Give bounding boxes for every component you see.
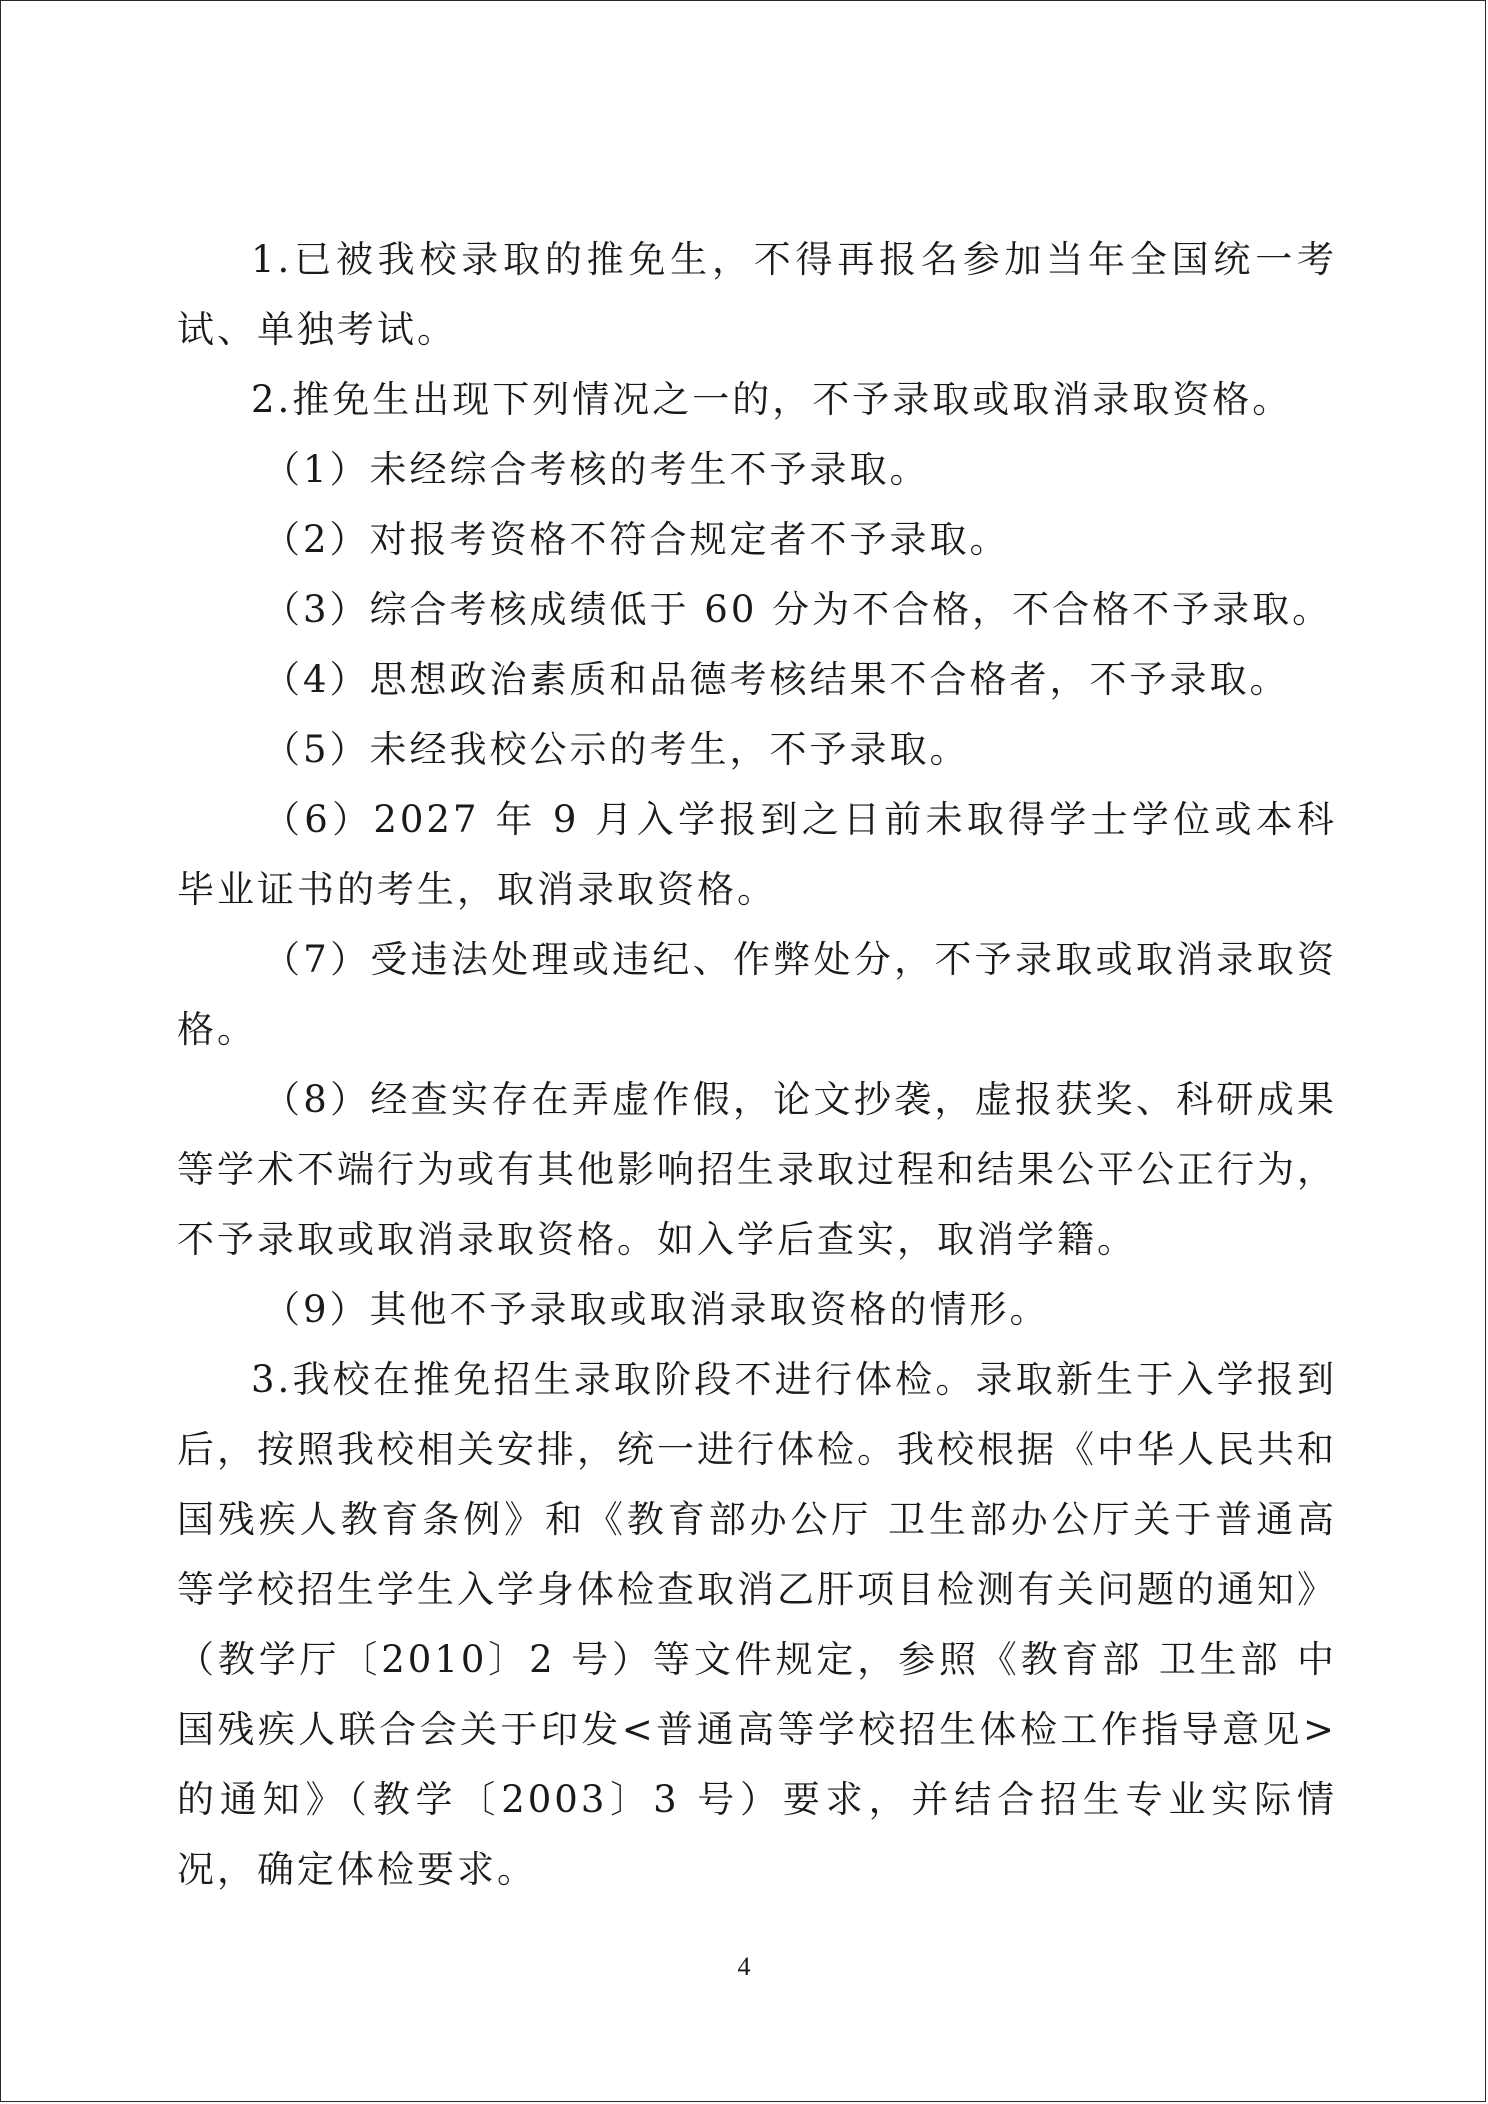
paragraph-item-1: 1.已被我校录取的推免生，不得再报名参加当年全国统一考试、单独考试。 xyxy=(177,238,1337,351)
sub-item-8: （8）经查实存在弄虚作假，论文抄袭，虚报获奖、科研成果等学术不端行为或有其他影响招生录取过程和结果公平公正行为，不予录取或取消录取资格。如入学后查实，取消学籍。 xyxy=(177,1078,1337,1261)
sub-item-7: （7）受违法处理或违纪、作弊处分，不予录取或取消录取资格。 xyxy=(177,938,1337,1051)
sub-item-2: （2）对报考资格不符合规定者不予录取。 xyxy=(263,518,1010,561)
sub-item-9: （9）其他不予录取或取消录取资格的情形。 xyxy=(263,1288,1050,1331)
sub-item-6: （6）2027 年 9 月入学报到之日前未取得学士学位或本科毕业证书的考生，取消录取资格。 xyxy=(177,798,1337,911)
sub-item-1: （1）未经综合考核的考生不予录取。 xyxy=(263,448,930,491)
sub-item-4: （4）思想政治素质和品德考核结果不合格者，不予录取。 xyxy=(263,658,1290,701)
page-number: 4 xyxy=(737,1952,751,1981)
sub-item-3: （3）综合考核成绩低于 60 分为不合格，不合格不予录取。 xyxy=(263,588,1333,631)
body-text xyxy=(177,225,1337,1905)
sub-item-5: （5）未经我校公示的考生，不予录取。 xyxy=(263,728,970,771)
paragraph-item-2: 2.推免生出现下列情况之一的，不予录取或取消录取资格。 xyxy=(251,378,1293,421)
paragraph-item-3: 3.我校在推免招生录取阶段不进行体检。录取新生于入学报到后，按照我校相关安排，统一进行体检。我校根据《中华人民共和国残疾人教育条例》和《教育部办公厅 卫生部办公厅关于普通高等学校招生学生入学身体检查取消乙肝项目检测有关问题的通知》（教学厅〔2010〕2 号）等文件规定，参照《教育部 卫生部 中国残疾人联合会关于印发<普通高等学校招生体检工作指导意见>的通知》（教学〔2003〕3 号）要求，并结合招生专业实际情况，确定体检要求。 xyxy=(177,1358,1337,1891)
